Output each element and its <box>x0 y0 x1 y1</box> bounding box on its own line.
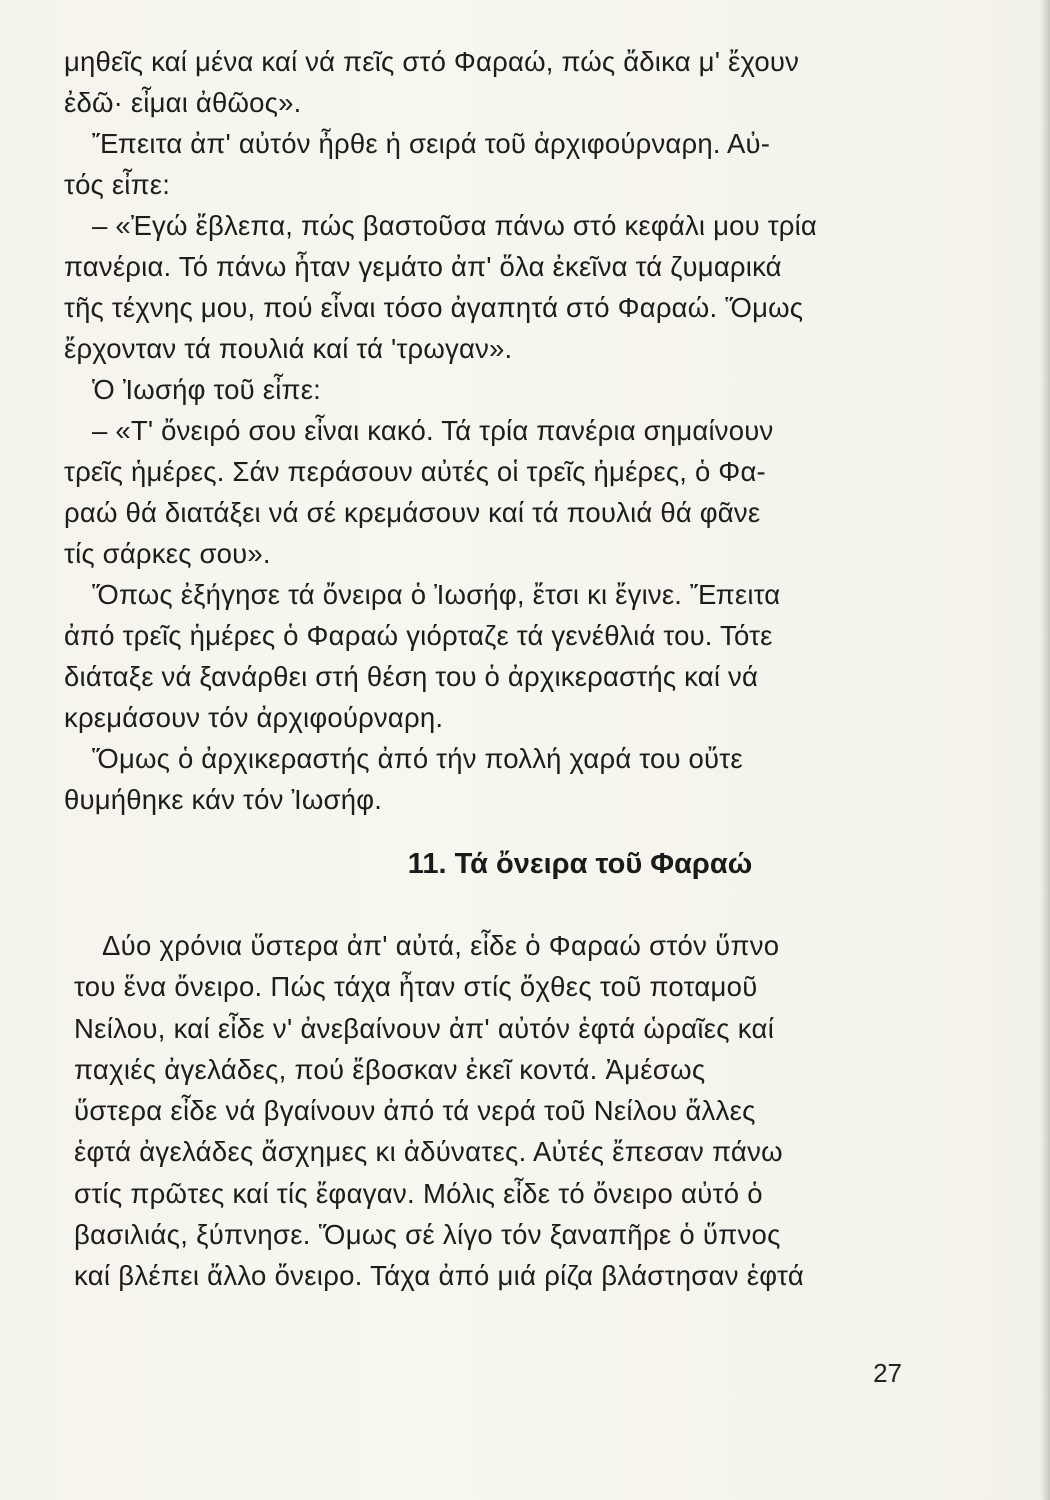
text-line: καί βλέπει ἄλλο ὄνειρο. Τάχα ἀπό μιά ρίζα βλάστησαν ἑφτά <box>74 1260 805 1292</box>
text-line: ὕστερα εἶδε νά βγαίνουν ἀπό τά νερά τοῦ Νείλου ἄλλες <box>74 1095 756 1127</box>
text-line: Ἔπειτα ἀπ' αὐτόν ἦρθε ἡ σειρά τοῦ ἀρχιφούρναρη. Αὐ- <box>92 128 771 159</box>
text-line: τός εἶπε: <box>64 169 171 200</box>
text-line: κρεμάσουν τόν ἀρχιφούρναρη. <box>64 702 444 733</box>
text-line: ραώ θά διατάξει νά σέ κρεμάσουν καί τά πουλιά θά φᾶνε <box>64 497 761 528</box>
section-heading <box>0 848 1050 881</box>
text-line: Νείλου, καί εἶδε ν' ἀνεβαίνουν ἀπ' αὐτόν ἑφτά ὡραῖες καί <box>74 1012 775 1044</box>
section-text-block <box>74 925 906 1297</box>
text-line: τρεῖς ἡμέρες. Σάν περάσουν αὐτές οἱ τρεῖς ἡμέρες, ὁ Φα- <box>64 456 766 487</box>
page-edge-shadow <box>1040 0 1050 1500</box>
text-line: ἔρχονταν τά πουλιά καί τά 'τρωγαν». <box>64 333 513 364</box>
text-line: Ὅπως ἐξήγησε τά ὄνειρα ὁ Ἰωσήφ, ἔτσι κι ἔγινε. Ἔπειτα <box>92 579 781 610</box>
text-line: ἐδῶ· εἶμαι ἀθῶος». <box>64 87 302 118</box>
text-line: – «Ἐγώ ἔβλεπα, πώς βαστοῦσα πάνω στό κεφάλι μου τρία <box>92 210 818 241</box>
text-line: Δύο χρόνια ὕστερα ἀπ' αὐτά, εἶδε ὁ Φαραώ στόν ὕπνο <box>102 930 780 961</box>
text-line: ἑφτά ἀγελάδες ἄσχημες κι ἀδύνατες. Αὐτές ἔπεσαν πάνω <box>74 1136 783 1168</box>
text-line: βασιλιάς, ξύπνησε. Ὅμως σέ λίγο τόν ξαναπῆρε ὁ ὕπνος <box>74 1219 781 1251</box>
text-line: θυμήθηκε κάν τόν Ἰωσήφ. <box>64 784 383 815</box>
text-line: ἀπό τρεῖς ἡμέρες ὁ Φαραώ γιόρταζε τά γενέθλιά του. Τότε <box>64 620 773 651</box>
text-line: τίς σάρκες σου». <box>64 538 271 569</box>
text-line: – «Τ' ὄνειρό σου εἶναι κακό. Τά τρία πανέρια σημαίνουν <box>92 415 774 446</box>
text-line: τῆς τέχνης μου, πού εἶναι τόσο ἀγαπητά στό Φαραώ. Ὅμως <box>64 292 804 323</box>
text-line: πανέρια. Τό πάνω ἦταν γεμάτο ἀπ' ὅλα ἐκεῖνα τά ζυμαρικά <box>64 251 782 282</box>
page-number: 27 <box>873 1358 902 1388</box>
text-line: Ὅμως ὁ ἀρχικεραστής ἀπό τήν πολλή χαρά του οὔτε <box>92 743 743 774</box>
text-line: Ὁ Ἰωσήφ τοῦ εἶπε: <box>92 374 321 405</box>
text-line: διάταξε νά ξανάρθει στή θέση του ὁ ἀρχικεραστής καί νά <box>64 661 759 692</box>
text-line: μηθεῖς καί μένα καί νά πεῖς στό Φαραώ, πώς ἄδικα μ' ἔχουν <box>64 46 800 77</box>
text-line: του ἕνα ὄνειρο. Πώς τάχα ἦταν στίς ὄχθες τοῦ ποταμοῦ <box>74 971 758 1003</box>
upper-text-block <box>64 41 900 820</box>
text-line: στίς πρῶτες καί τίς ἔφαγαν. Μόλις εἶδε τό ὄνειρο αὐτό ὁ <box>74 1177 763 1209</box>
section-heading-text: 11. Τά ὄνειρα τοῦ Φαραώ <box>407 848 753 880</box>
text-line: παχιές ἀγελάδες, πού ἔβοσκαν ἐκεῖ κοντά. Ἀμέσως <box>74 1053 706 1085</box>
